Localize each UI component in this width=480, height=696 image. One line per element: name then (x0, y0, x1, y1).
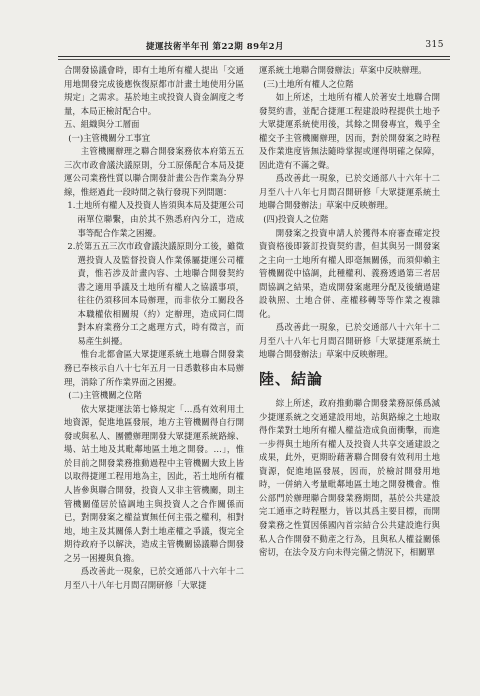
section-title: 陸、結論 (259, 370, 324, 389)
right-column (259, 64, 440, 560)
paragraph: 惟台北都會區大眾捷運系統土地聯合開發業務已奉核示自八十七年五月一日悉數移由本局辦理，消除了所作業界面之困擾。 (64, 349, 244, 387)
running-header (58, 40, 450, 54)
paragraph: 爲改善此一現象，已於交通部八十六年十二月至八十八年七月間召開研修「大眾捷運系統土地聯合開發辦法」草案中反映辦理。 (259, 173, 440, 211)
left-column (64, 64, 244, 592)
header-rule-thin (58, 59, 450, 60)
header-rule (58, 56, 450, 57)
journal-title: 捷運技術半年刊 第22期 89年2月 (146, 42, 284, 52)
paragraph: 依大眾捷運法第七條規定「…爲有效利用土地資源，促進地區發展，地方主管機關得自行開發或與私人、團體辦理開發大眾捷運系統路線、場、站土地及其毗鄰地區土地之開發。…」，惟於目前之開發業務推動過程中主管機關大致上皆以取得捷運工程用地為主，因此，若土地所有權人皆參與聯合開發，投資人又非主管機關，則主管機關僅居於協調地主與投資人之合作關係而已，對開發案之權益實無任何主張之權利，相對地，地主及其關係人對土地產權之爭議，復完全期待政府予以解決，造成主管機關協議聯合開發之另一困擾與負擔。 (64, 403, 244, 563)
paragraph: 爲改善此一現象，已於交通部八十六年十二月至八十八年七月間召開研修「大眾捷運系統土地聯合開發辦法」草案中反映辦理。 (259, 322, 440, 360)
section-heading: 五、組織與分工層面 (64, 119, 140, 130)
paragraph: 合開發協議會時，即有土地所有權人提出「交通用地開發完成後應恢復原都市計畫土地使用分區規定」之需求。基於地主或投資人資金調度之考量，本局正檢討配合中。 (64, 65, 244, 116)
subsection-heading: (三)土地所有權人之位階 (263, 78, 354, 89)
subsection-heading: (二)主管機關之位階 (68, 390, 142, 401)
list-item: 1.土地所有權人及投資人皆須與本局及捷運公司兩單位聯繫，由於其不熟悉府內分工，造成事等配合作業之困擾。 (67, 200, 244, 238)
page-number: 315 (425, 40, 444, 50)
paragraph: 開發案之投資申請人於獲得本府審查確定投資資格後即簽訂投資契約書，但其與另一開發案之主向一土地所有權人即毫無關係，而須仰賴主管機關從中協調，此種權利、義務透過第三者居間協調之結果，造成開發案處理分配及後續過建設執照、土地合併、產權移轉等等作業之複雜化。 (259, 227, 440, 319)
paragraph: 綜上所述，政府推動聯合開發業務原係爲減少捷運系統之交通建設用地，站與路線之土地取得作業對土地所有權人權益造成負面衝擊，而進一步得與土地所有權人及投資人共享交通建設之成果，此外，更期盼藉著聯合開發有效利用土地資源，促進地區發展，因而，於檢討開發用地時，一併納入考量毗鄰地區土地之開發機會。惟公部門於辦理聯合開發業務期間，基於公共建設完工通車之時程壓力，皆以其爲主要目標，而開發業務之性質因係國內首宗結合公共建設進行與私人合作開發不動產之行為，且與私人權益關係密切，在法令及方向未得完備之情況下，相關單 (259, 398, 440, 558)
paragraph: 主管機關辦理之聯合開發案務依本府第五五三次市政會議決議原則，分工原係配合本局及捷運公司業務性質以聯合開發計畫公告作業為分界線，惟經過此一段時間之執行發現下列問題： (64, 146, 244, 197)
subsection-heading: (一)主管機關分工事宜 (68, 132, 151, 143)
paragraph: 運系統土地聯合開發辦法」草案中反映辦理。 (259, 65, 427, 75)
subsection-heading: (四)投資人之位階 (263, 214, 329, 225)
list-item: 2.於第五五三次市政會議決議原則分工後，雖徵選投資人及監督投資人作業係屬捷運公司權責，惟若涉及計畫內容、土地聯合開發契約書之適用爭議及土地所有權人之協議事項，往往仍須移回本局辦理，而非依分工關段各本職權依相關規（約）定辦理，造成同仁間對本府業務分工之處理方式，時有徵言，而易產生糾擾。 (67, 241, 244, 346)
paragraph: 如上所述，土地所有權人於著安土地聯合開發契約書，並配合捷運工程建設時程提供土地予大眾捷運系統使用後，其餘之開發專宜，幾乎全權交予主管機關辦理，因而，對於開發案之時程及作業進度皆無法隨時掌握或運得明確之保障，因此造有不滿之聲。 (259, 92, 440, 170)
paragraph: 爲改善此一現象，已於交通部八十六年十二月至八十八年七月間召開研修「大眾捷 (64, 566, 244, 590)
